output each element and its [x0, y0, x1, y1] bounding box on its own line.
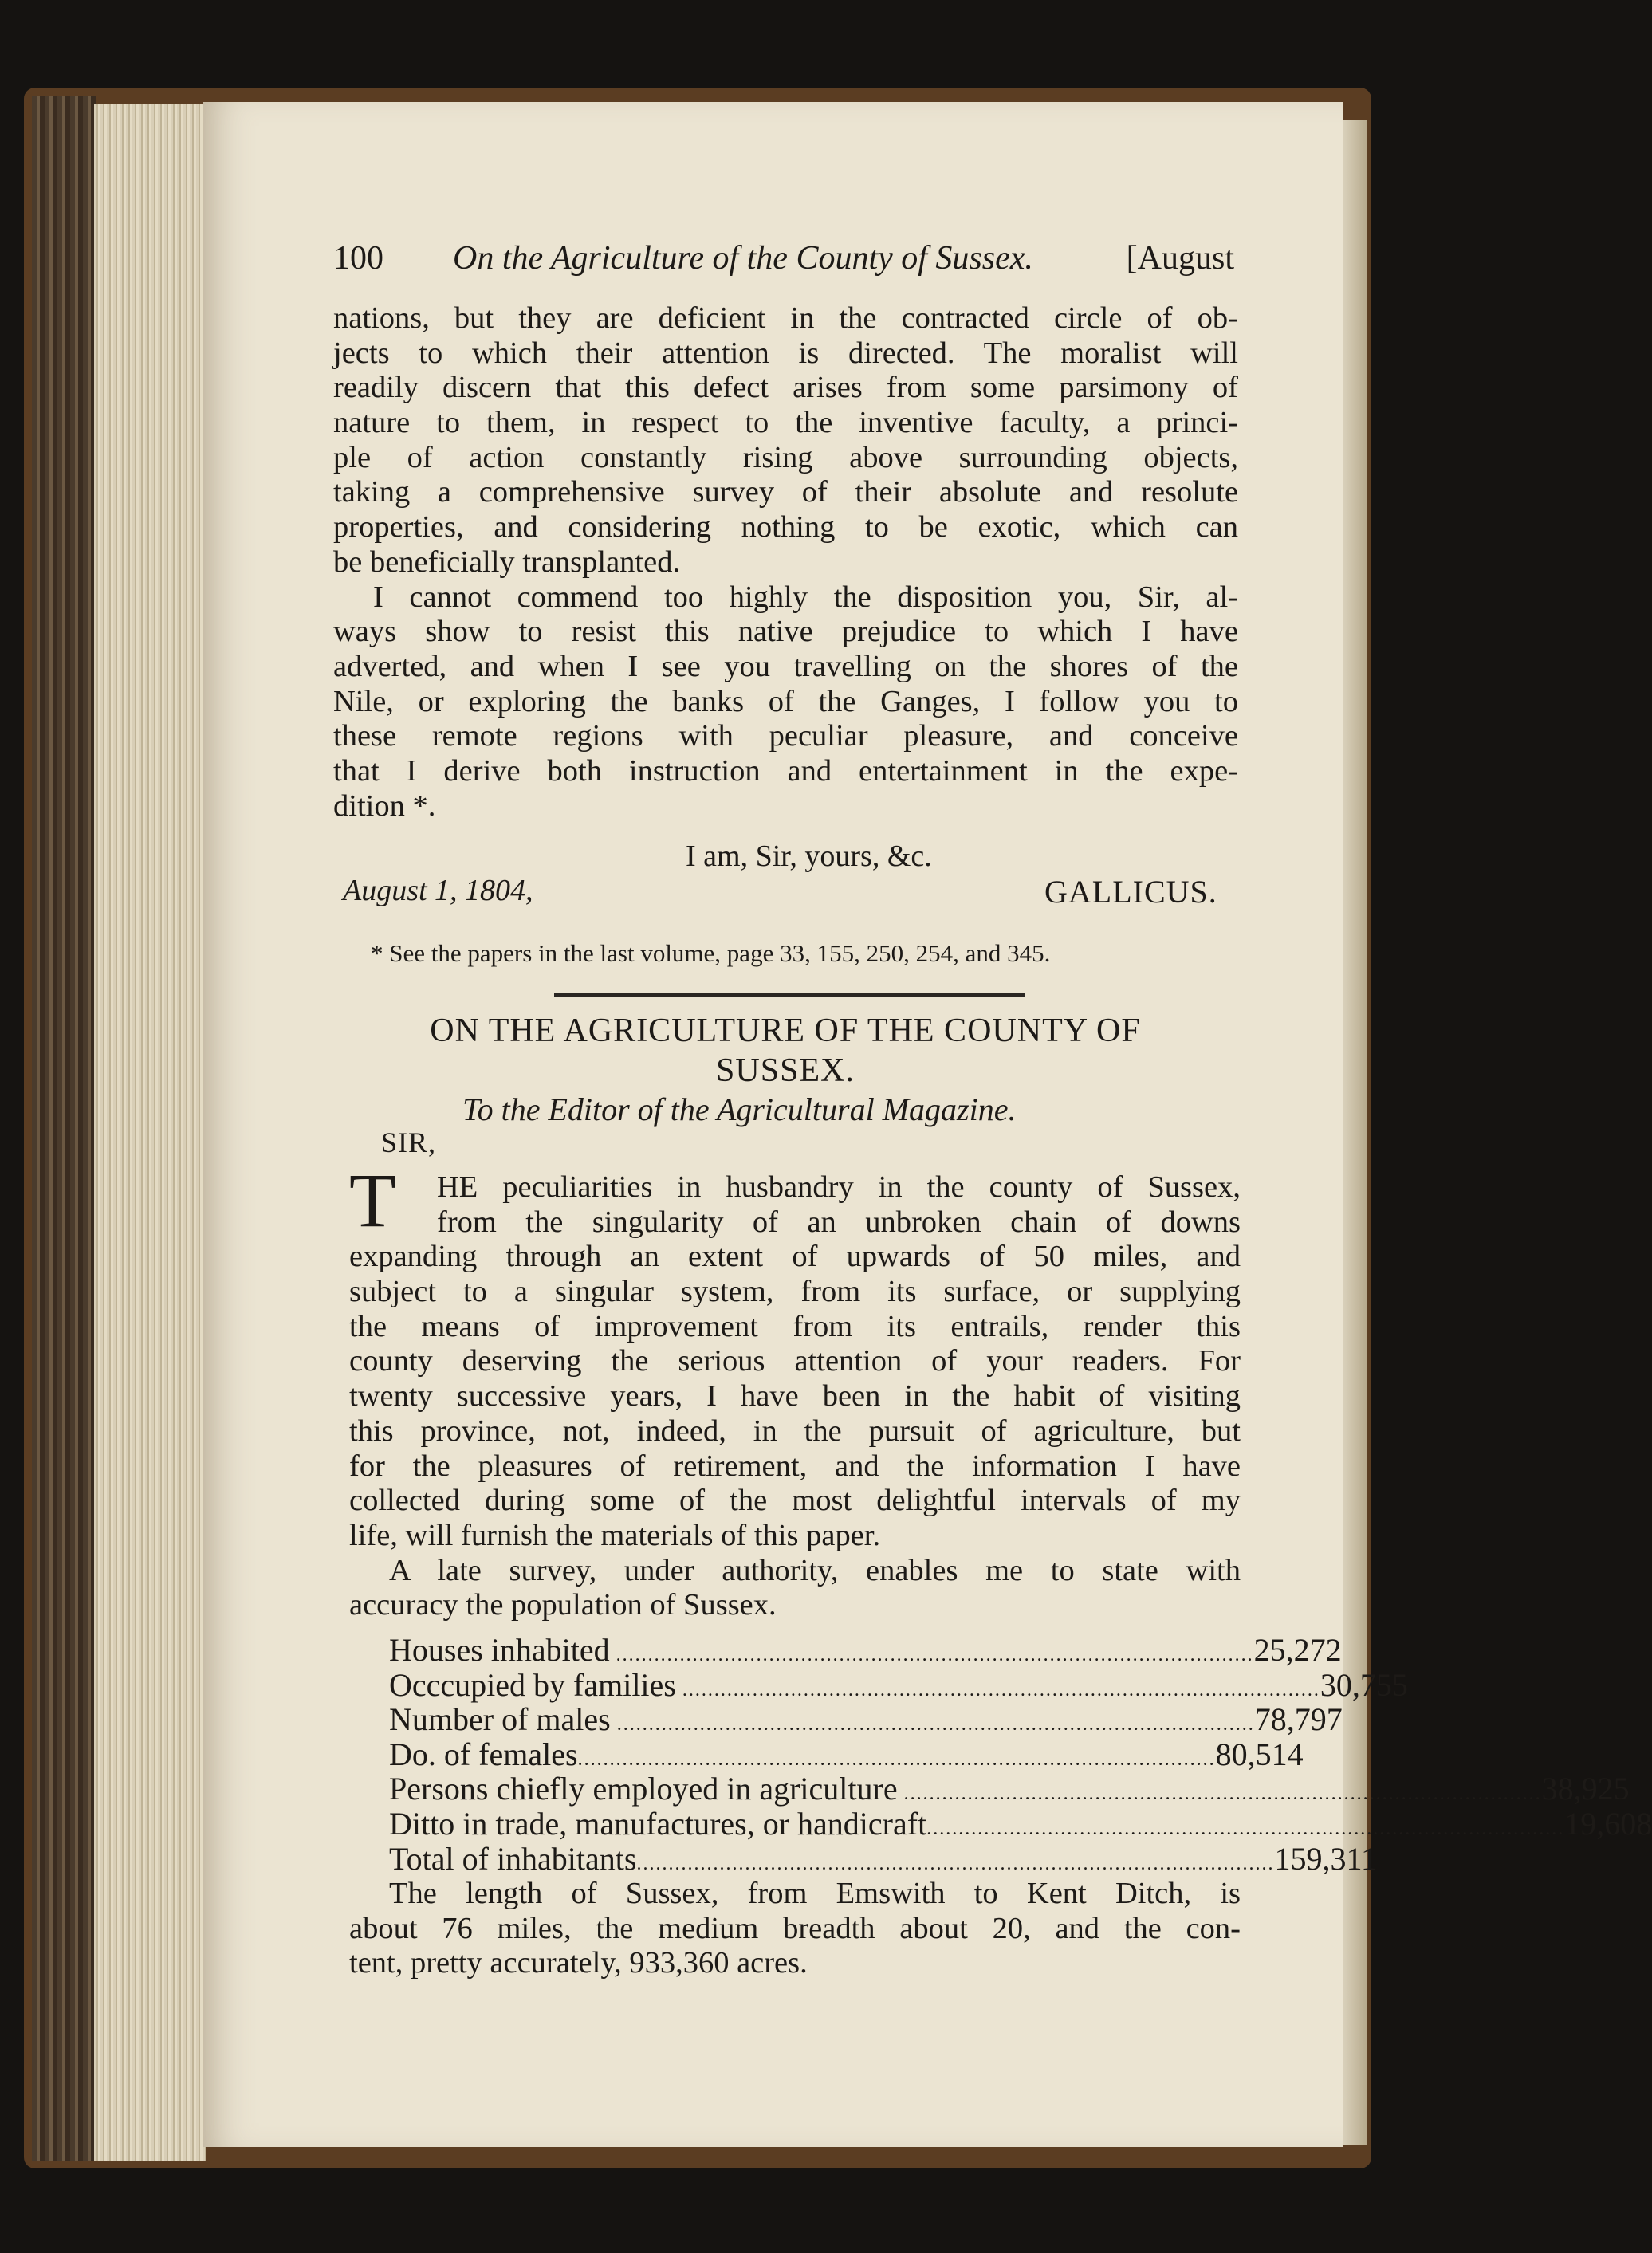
table-row	[389, 1701, 1343, 1738]
leader-dots: ....................................................................................................	[897, 1783, 1542, 1805]
preceding-text	[333, 301, 1238, 824]
stat-value: 78,797	[1254, 1701, 1343, 1738]
table-row	[389, 1666, 1408, 1703]
book-spine-marbled-edge	[32, 96, 96, 2161]
stat-value: 159,311	[1274, 1840, 1377, 1877]
text-line: for the pleasures of retirement, and the information I have	[349, 1449, 1241, 1483]
running-title: On the Agriculture of the County of Sussex.	[453, 240, 1033, 277]
text-line: Nile, or exploring the banks of the Ganges, I follow you to	[333, 684, 1238, 718]
text-line: be beneficially transplanted.	[333, 545, 681, 579]
text-line: this province, not, indeed, in the pursuit of agriculture, but	[349, 1414, 1241, 1448]
text-line: from the singularity of an unbroken chain of downs	[437, 1205, 1241, 1239]
article-body	[349, 1170, 1241, 1623]
drop-cap: T	[349, 1158, 396, 1243]
text-line: jects to which their attention is directed. The moralist will	[333, 336, 1238, 370]
text-line: twenty successive years, I have been in the habit of visiting	[349, 1379, 1241, 1414]
text-line: nature to them, in respect to the inventive faculty, a princi-	[333, 406, 1238, 440]
stat-value: 19,608	[1564, 1805, 1652, 1842]
stat-label: Persons chiefly employed in agriculture	[389, 1771, 898, 1807]
table-row	[389, 1771, 1630, 1807]
text-line: A late survey, under authority, enables me to state with	[389, 1553, 1241, 1587]
text-line: about 76 miles, the medium breadth about 20, and the con-	[349, 1911, 1241, 1945]
text-line: collected during some of the most delightful intervals of my	[349, 1484, 1241, 1518]
text-line: I cannot commend too highly the disposition you, Sir, al-	[373, 580, 1238, 614]
text-line: readily discern that this defect arises from some parsimony of	[333, 371, 1238, 405]
stat-value: 80,514	[1215, 1736, 1304, 1772]
population-table	[389, 1632, 1652, 1877]
text-line: The length of Sussex, from Emswith to Kent Ditch, is	[389, 1877, 1241, 1910]
page-stack-edge	[94, 104, 206, 2161]
article-dedication: To the Editor of the Agricultural Magazine.	[462, 1091, 1017, 1127]
stat-label: Occcupied by families	[389, 1666, 676, 1703]
text-line: dition *.	[333, 788, 436, 823]
stat-label: Number of males	[389, 1701, 611, 1738]
table-row	[389, 1840, 1377, 1877]
leader-dots: ....................................................................................................	[610, 1714, 1255, 1736]
text-line: county deserving the serious attention of your readers. For	[349, 1344, 1241, 1378]
stat-label: Total of inhabitants	[389, 1840, 637, 1877]
text-line: subject to a singular system, from its surface, or supplying	[349, 1275, 1241, 1309]
page-number: 100	[333, 240, 384, 277]
text-line: nations, but they are deficient in the contracted circle of ob-	[333, 301, 1238, 335]
stat-label: Do. of females	[389, 1736, 578, 1772]
article-heading-line: SUSSEX.	[716, 1052, 855, 1089]
letter-date: August 1, 1804,	[343, 874, 533, 907]
table-row	[389, 1805, 1652, 1842]
stat-value: 38,925	[1541, 1771, 1630, 1807]
running-month: [August	[1126, 240, 1234, 277]
stat-label: Houses inhabited	[389, 1632, 610, 1668]
table-row	[389, 1632, 1342, 1668]
text-line: adverted, and when I see you travelling on the shores of the	[333, 649, 1238, 683]
stat-value: 25,272	[1253, 1632, 1342, 1668]
running-header	[333, 239, 1234, 287]
leader-dots: ....................................................................................................	[926, 1818, 1565, 1839]
text-line: tent, pretty accurately, 933,360 acres.	[349, 1946, 808, 1980]
leader-dots: ....................................................................................................	[609, 1645, 1254, 1665]
table-row	[389, 1736, 1304, 1772]
text-line: expanding through an extent of upwards of 50 miles, and	[349, 1240, 1241, 1274]
text-line: HE peculiarities in husbandry in the county of Sussex,	[437, 1170, 1241, 1204]
text-line: properties, and considering nothing to be exotic, which can	[333, 510, 1238, 545]
text-line: life, will furnish the materials of this paper.	[349, 1518, 881, 1552]
text-line: these remote regions with peculiar pleasure, and conceive	[333, 719, 1238, 753]
stat-label: Ditto in trade, manufactures, or handicraft	[389, 1805, 927, 1842]
text-line: ple of action constantly rising above surrounding objects,	[333, 440, 1238, 474]
letter-closing: I am, Sir, yours, &c.	[686, 839, 932, 873]
text-line: ways show to resist this native prejudice to which I have	[333, 615, 1238, 649]
text-line: accuracy the population of Sussex.	[349, 1588, 777, 1622]
text-line: that I derive both instruction and entertainment in the expe-	[333, 753, 1238, 788]
text-line: taking a comprehensive survey of their absolute and resolute	[333, 475, 1238, 509]
leader-dots: ....................................................................................................	[636, 1853, 1275, 1874]
article-heading-line: ON THE AGRICULTURE OF THE COUNTY OF	[430, 1012, 1141, 1049]
letter-signature: GALLICUS.	[1044, 874, 1217, 910]
leader-dots: ....................................................................................................	[675, 1679, 1320, 1701]
stat-value: 30,755	[1320, 1666, 1408, 1703]
article-salutation: SIR,	[381, 1126, 437, 1158]
footnote: * See the papers in the last volume, page 33, 155, 250, 254, and 345.	[371, 939, 1051, 967]
article-heading	[351, 1011, 1220, 1091]
article-closing-paragraph	[349, 1877, 1241, 1981]
section-divider	[554, 993, 1025, 997]
leader-dots: ....................................................................................................	[577, 1748, 1216, 1770]
text-line: the means of improvement from its entrails, render this	[349, 1309, 1241, 1343]
